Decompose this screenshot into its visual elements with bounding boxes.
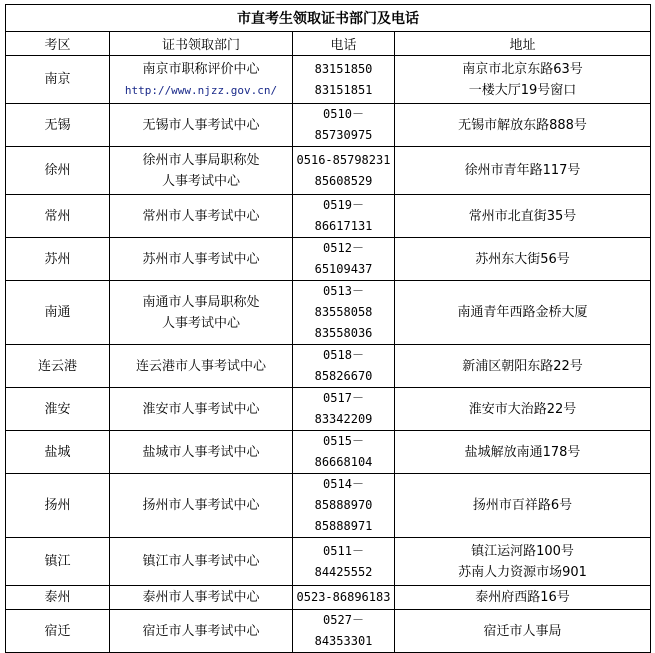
department-cell bbox=[110, 56, 293, 104]
table-body bbox=[6, 56, 651, 653]
department-website-link[interactable]: http://www.njzz.gov.cn/ bbox=[124, 83, 278, 97]
address-line: 泰州府西路16号 bbox=[475, 590, 570, 605]
phone-cell bbox=[293, 56, 395, 104]
department-name: 连云港市人事考试中心 bbox=[135, 358, 266, 374]
phone-number: 85608529 bbox=[314, 173, 373, 188]
department-cell bbox=[110, 610, 293, 653]
department-cell bbox=[110, 388, 293, 431]
address-cell bbox=[395, 345, 651, 388]
address-line: 一楼大厅19号窗口 bbox=[468, 82, 577, 98]
table-row bbox=[6, 147, 651, 195]
address-cell bbox=[395, 474, 651, 538]
department-name: 人事考试中心 bbox=[161, 315, 240, 331]
address-line: 扬州市百祥路6号 bbox=[472, 498, 573, 513]
area-cell: 扬州 bbox=[6, 474, 110, 538]
table-row bbox=[6, 195, 651, 238]
area-cell: 南京 bbox=[6, 56, 110, 104]
phone-number: 0518－85826670 bbox=[314, 348, 373, 383]
table-row bbox=[6, 388, 651, 431]
department-cell bbox=[110, 238, 293, 281]
department-cell bbox=[110, 474, 293, 538]
table-title: 市直考生领取证书部门及电话 bbox=[6, 5, 651, 32]
address-cell bbox=[395, 281, 651, 345]
phone-cell bbox=[293, 147, 395, 195]
address-cell bbox=[395, 56, 651, 104]
phone-cell bbox=[293, 104, 395, 147]
area-cell: 泰州 bbox=[6, 586, 110, 610]
address-line: 盐城解放南通178号 bbox=[464, 444, 581, 460]
department-name: 苏州市人事考试中心 bbox=[142, 251, 260, 267]
phone-number: 83151850 bbox=[314, 61, 373, 76]
certificate-departments-table-container bbox=[5, 4, 650, 653]
phone-cell bbox=[293, 610, 395, 653]
address-line: 南京市北京东路63号 bbox=[462, 61, 583, 77]
phone-number: 0512－65109437 bbox=[314, 241, 373, 276]
area-cell: 常州 bbox=[6, 195, 110, 238]
department-cell bbox=[110, 104, 293, 147]
phone-number: 0513－83558058 bbox=[314, 284, 373, 319]
department-name: 宿迁市人事考试中心 bbox=[142, 623, 260, 639]
department-cell bbox=[110, 538, 293, 586]
header-department: 证书领取部门 bbox=[110, 32, 293, 56]
department-name: 徐州市人事局职称处 bbox=[142, 152, 260, 168]
table-row bbox=[6, 431, 651, 474]
address-cell bbox=[395, 538, 651, 586]
area-cell: 南通 bbox=[6, 281, 110, 345]
address-line: 苏南人力资源市场901 bbox=[458, 564, 587, 580]
department-name: 盐城市人事考试中心 bbox=[142, 444, 260, 460]
address-line: 宿迁市人事局 bbox=[483, 623, 562, 639]
phone-number: 0515－86668104 bbox=[314, 434, 373, 469]
department-name: 扬州市人事考试中心 bbox=[142, 498, 260, 513]
phone-number: 85888971 bbox=[314, 519, 373, 533]
header-area: 考区 bbox=[6, 32, 110, 56]
header-phone: 电话 bbox=[293, 32, 395, 56]
phone-number: 0523-86896183 bbox=[296, 590, 391, 604]
table-row bbox=[6, 56, 651, 104]
table-row bbox=[6, 586, 651, 610]
address-cell bbox=[395, 388, 651, 431]
department-name: 南京市职称评价中心 bbox=[142, 61, 260, 77]
department-name: 人事考试中心 bbox=[161, 173, 240, 189]
area-cell: 盐城 bbox=[6, 431, 110, 474]
department-name: 泰州市人事考试中心 bbox=[142, 590, 260, 605]
area-cell: 连云港 bbox=[6, 345, 110, 388]
phone-cell bbox=[293, 345, 395, 388]
department-cell bbox=[110, 586, 293, 610]
department-name: 淮安市人事考试中心 bbox=[142, 401, 260, 417]
department-name: 南通市人事局职称处 bbox=[142, 294, 260, 310]
address-line: 徐州市青年路117号 bbox=[464, 163, 581, 178]
phone-number: 0510－85730975 bbox=[314, 107, 373, 142]
phone-number: 83151851 bbox=[314, 82, 373, 97]
phone-cell bbox=[293, 538, 395, 586]
area-cell: 苏州 bbox=[6, 238, 110, 281]
address-cell bbox=[395, 586, 651, 610]
table-row bbox=[6, 345, 651, 388]
department-name: 常州市人事考试中心 bbox=[142, 208, 260, 224]
area-cell: 镇江 bbox=[6, 538, 110, 586]
header-address: 地址 bbox=[395, 32, 651, 56]
area-cell: 徐州 bbox=[6, 147, 110, 195]
phone-number: 0514－85888970 bbox=[314, 477, 373, 512]
address-line: 常州市北直街35号 bbox=[468, 208, 577, 224]
address-cell bbox=[395, 104, 651, 147]
department-name: 镇江市人事考试中心 bbox=[142, 554, 260, 569]
phone-number: 0519－86617131 bbox=[314, 198, 373, 233]
address-line: 南通青年西路金桥大厦 bbox=[457, 305, 588, 320]
phone-cell bbox=[293, 195, 395, 238]
phone-cell bbox=[293, 238, 395, 281]
department-cell bbox=[110, 431, 293, 474]
address-line: 新浦区朝阳东路22号 bbox=[462, 358, 583, 374]
phone-number: 0516-85798231 bbox=[296, 152, 391, 167]
address-cell bbox=[395, 147, 651, 195]
address-cell bbox=[395, 431, 651, 474]
table-row bbox=[6, 238, 651, 281]
address-line: 无锡市解放东路888号 bbox=[458, 117, 587, 133]
table-row bbox=[6, 538, 651, 586]
phone-number: 0511－84425552 bbox=[314, 543, 373, 579]
area-cell: 无锡 bbox=[6, 104, 110, 147]
phone-cell bbox=[293, 388, 395, 431]
department-cell bbox=[110, 147, 293, 195]
table-row bbox=[6, 281, 651, 345]
department-name: 无锡市人事考试中心 bbox=[142, 117, 260, 133]
table-row bbox=[6, 474, 651, 538]
phone-number: 0517－83342209 bbox=[314, 391, 373, 426]
phone-cell bbox=[293, 431, 395, 474]
department-cell bbox=[110, 281, 293, 345]
area-cell: 淮安 bbox=[6, 388, 110, 431]
address-cell bbox=[395, 610, 651, 653]
phone-cell bbox=[293, 474, 395, 538]
area-cell: 宿迁 bbox=[6, 610, 110, 653]
table-row bbox=[6, 610, 651, 653]
department-cell bbox=[110, 195, 293, 238]
address-line: 淮安市大治路22号 bbox=[468, 401, 577, 417]
address-line: 镇江运河路100号 bbox=[471, 543, 574, 559]
department-cell bbox=[110, 345, 293, 388]
phone-number: 0527－84353301 bbox=[314, 613, 373, 648]
phone-number: 83558036 bbox=[314, 326, 373, 340]
certificate-departments-table bbox=[5, 4, 651, 653]
address-line: 苏州东大街56号 bbox=[475, 251, 570, 267]
table-row bbox=[6, 104, 651, 147]
phone-cell bbox=[293, 281, 395, 345]
address-cell bbox=[395, 238, 651, 281]
phone-cell bbox=[293, 586, 395, 610]
address-cell bbox=[395, 195, 651, 238]
